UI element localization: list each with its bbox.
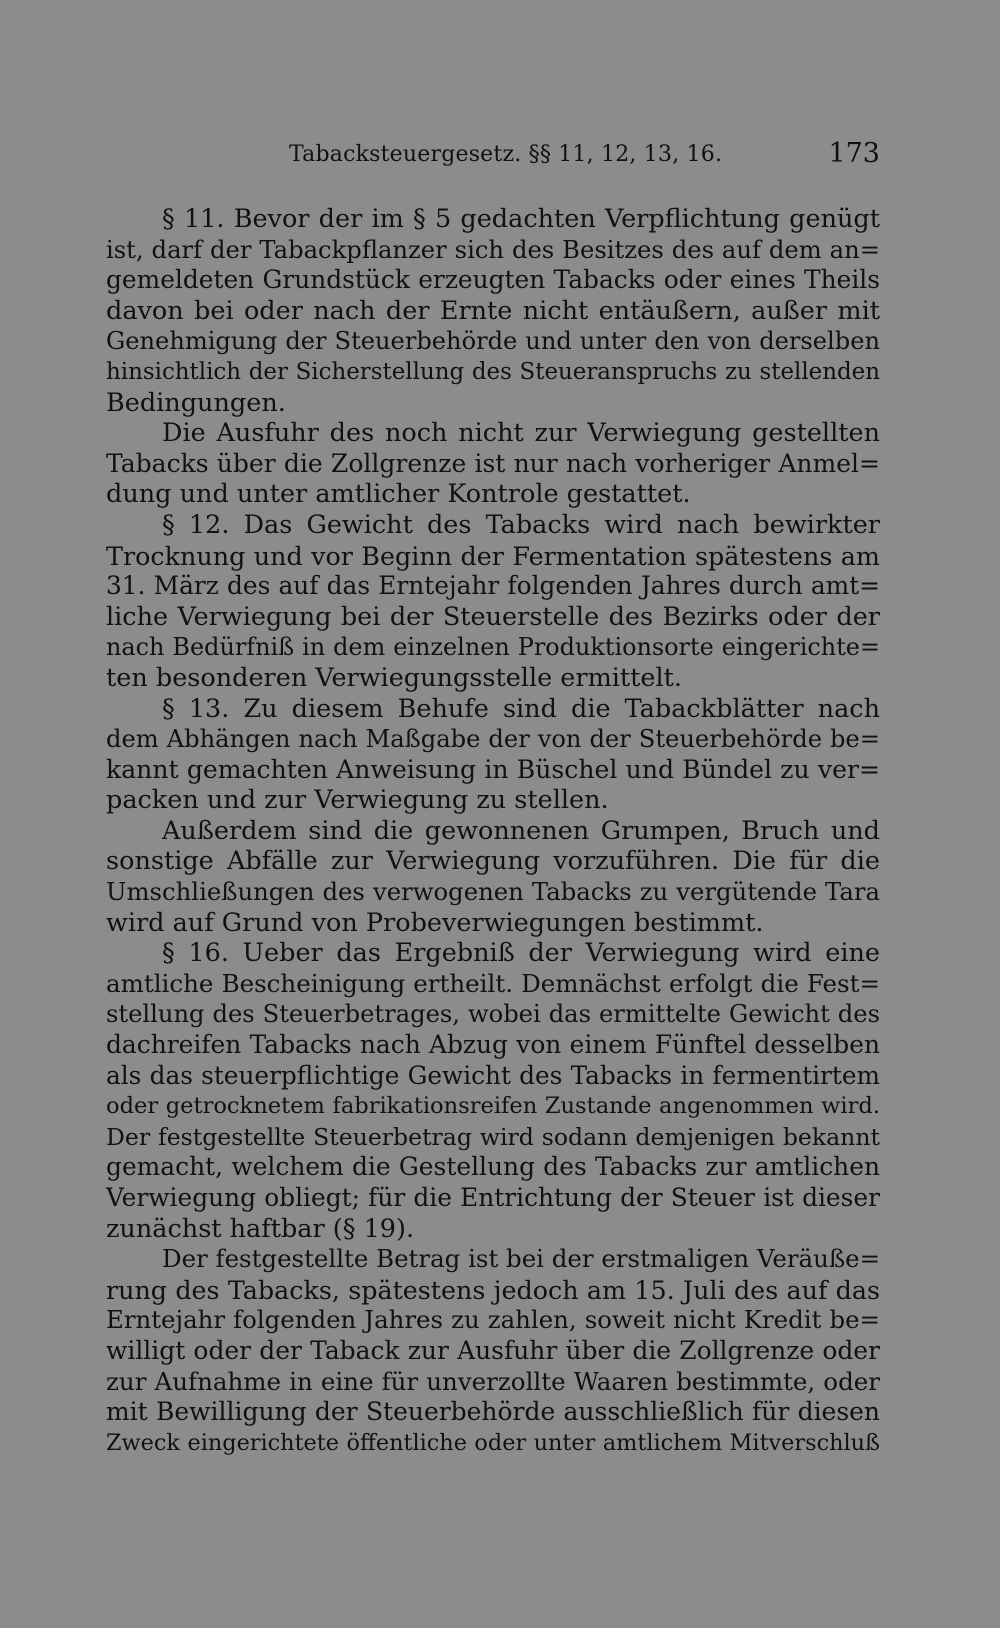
text-line: Außerdem sind die gewonnenen Grumpen, Bruch und (162, 815, 880, 846)
paragraph (106, 510, 880, 694)
text-line: liche Verwiegung bei der Steuerstelle des Bezirks oder der (106, 601, 880, 632)
text-line: § 11. Bevor der im § 5 gedachten Verpflichtung genügt (162, 204, 880, 234)
paragraph (106, 938, 880, 1244)
text-line: Umschließungen des verwogenen Tabacks zu vergütende Tara (106, 877, 880, 907)
text-line: willigt oder der Taback zur Ausfuhr über die Zollgrenze oder (106, 1335, 880, 1365)
text-line: Bedingungen. (106, 387, 286, 418)
text-line: amtliche Bescheinigung ertheilt. Demnächst erfolgt die Fest= (106, 968, 880, 998)
text-line: Genehmigung der Steuerbehörde und unter den von derselben (106, 327, 880, 356)
text-line: rung des Tabacks, spätestens jedoch am 15. Juli des auf das (106, 1274, 880, 1305)
text-line: Erntejahr folgenden Jahres zu zahlen, soweit nicht Kredit be= (106, 1305, 880, 1335)
text-line: § 12. Das Gewicht des Tabacks wird nach bewirkter (162, 509, 880, 540)
text-line: Verwiegung obliegt; für die Entrichtung der Steuer ist dieser (106, 1183, 880, 1212)
text-line: Zweck eingerichtete öffentliche oder unter amtlichem Mitverschluß (106, 1429, 880, 1456)
text-line: packen und zur Verwiegung zu stellen. (106, 785, 609, 816)
text-line: dem Abhängen nach Maßgabe der von der Steuerbehörde be= (106, 725, 880, 754)
text-line: § 16. Ueber das Ergebniß der Verwiegung wird eine (162, 938, 880, 969)
text-line: stellung des Steuerbetrages, wobei das ermittelte Gewicht des (106, 1000, 880, 1029)
body-text (106, 204, 880, 1458)
text-line: 31. März des auf das Erntejahr folgenden Jahres durch amt= (106, 571, 880, 601)
text-line: sonstige Abfälle zur Verwiegung vorzuführen. Die für die (106, 846, 880, 877)
text-line: gemeldeten Grundstück erzeugten Tabacks oder eines Theils (106, 265, 880, 295)
text-line: ist, darf der Tabackpflanzer sich des Besitzes des auf dem an= (106, 234, 880, 264)
text-line: Die Ausfuhr des noch nicht zur Verwiegung gestellten (162, 418, 880, 449)
text-line: kannt gemachten Anweisung in Büschel und Bündel zu ver= (106, 754, 880, 784)
text-line: zur Aufnahme in eine für unverzollte Waaren bestimmte, oder (106, 1366, 880, 1396)
text-line: zunächst haftbar (§ 19). (106, 1213, 415, 1244)
text-line: gemacht, welchem die Gestellung des Tabacks zur amtlichen (106, 1152, 880, 1182)
paragraph (106, 1244, 880, 1458)
text-line: oder getrocknetem fabrikationsreifen Zustande angenommen wird. (106, 1093, 880, 1120)
book-page (106, 138, 880, 1458)
paragraph (106, 204, 880, 418)
paragraph (106, 816, 880, 938)
text-line: mit Bewilligung der Steuerbehörde ausschließlich für diesen (106, 1397, 880, 1427)
text-line: Der festgestellte Betrag ist bei der erstmaligen Veräuße= (162, 1244, 880, 1274)
text-line: ten besonderen Verwiegungsstelle ermittelt. (106, 662, 683, 693)
text-line: hinsichtlich der Sicherstellung des Steueranspruchs zu stellenden (106, 358, 880, 385)
text-line: nach Bedürfniß in dem einzelnen Produktionsorte eingerichte= (106, 633, 880, 662)
text-line: Tabacks über die Zollgrenze ist nur nach vorheriger Anmel= (106, 448, 880, 478)
running-head-title: Tabacksteuergesetz. §§ 11, 12, 13, 16. (289, 142, 723, 167)
text-line: dung und unter amtlicher Kontrole gestattet. (106, 479, 691, 510)
text-line: Trocknung und vor Beginn der Fermentation spätestens am (106, 540, 880, 571)
text-line: wird auf Grund von Probeverwiegungen bestimmt. (106, 907, 764, 938)
text-line: Der festgestellte Steuerbetrag wird sodann demjenigen bekannt (106, 1122, 880, 1151)
page-number: 173 (828, 138, 880, 169)
text-line: als das steuerpflichtige Gewicht des Tabacks in fermentirtem (106, 1060, 880, 1090)
paragraph (106, 694, 880, 816)
text-line: dachreifen Tabacks nach Abzug von einem Fünftel desselben (106, 1030, 880, 1060)
running-head (106, 138, 880, 188)
text-line: § 13. Zu diesem Behufe sind die Tabackblätter nach (162, 693, 880, 724)
text-line: davon bei oder nach der Ernte nicht entäußern, außer mit (106, 295, 880, 326)
paragraph (106, 418, 880, 510)
